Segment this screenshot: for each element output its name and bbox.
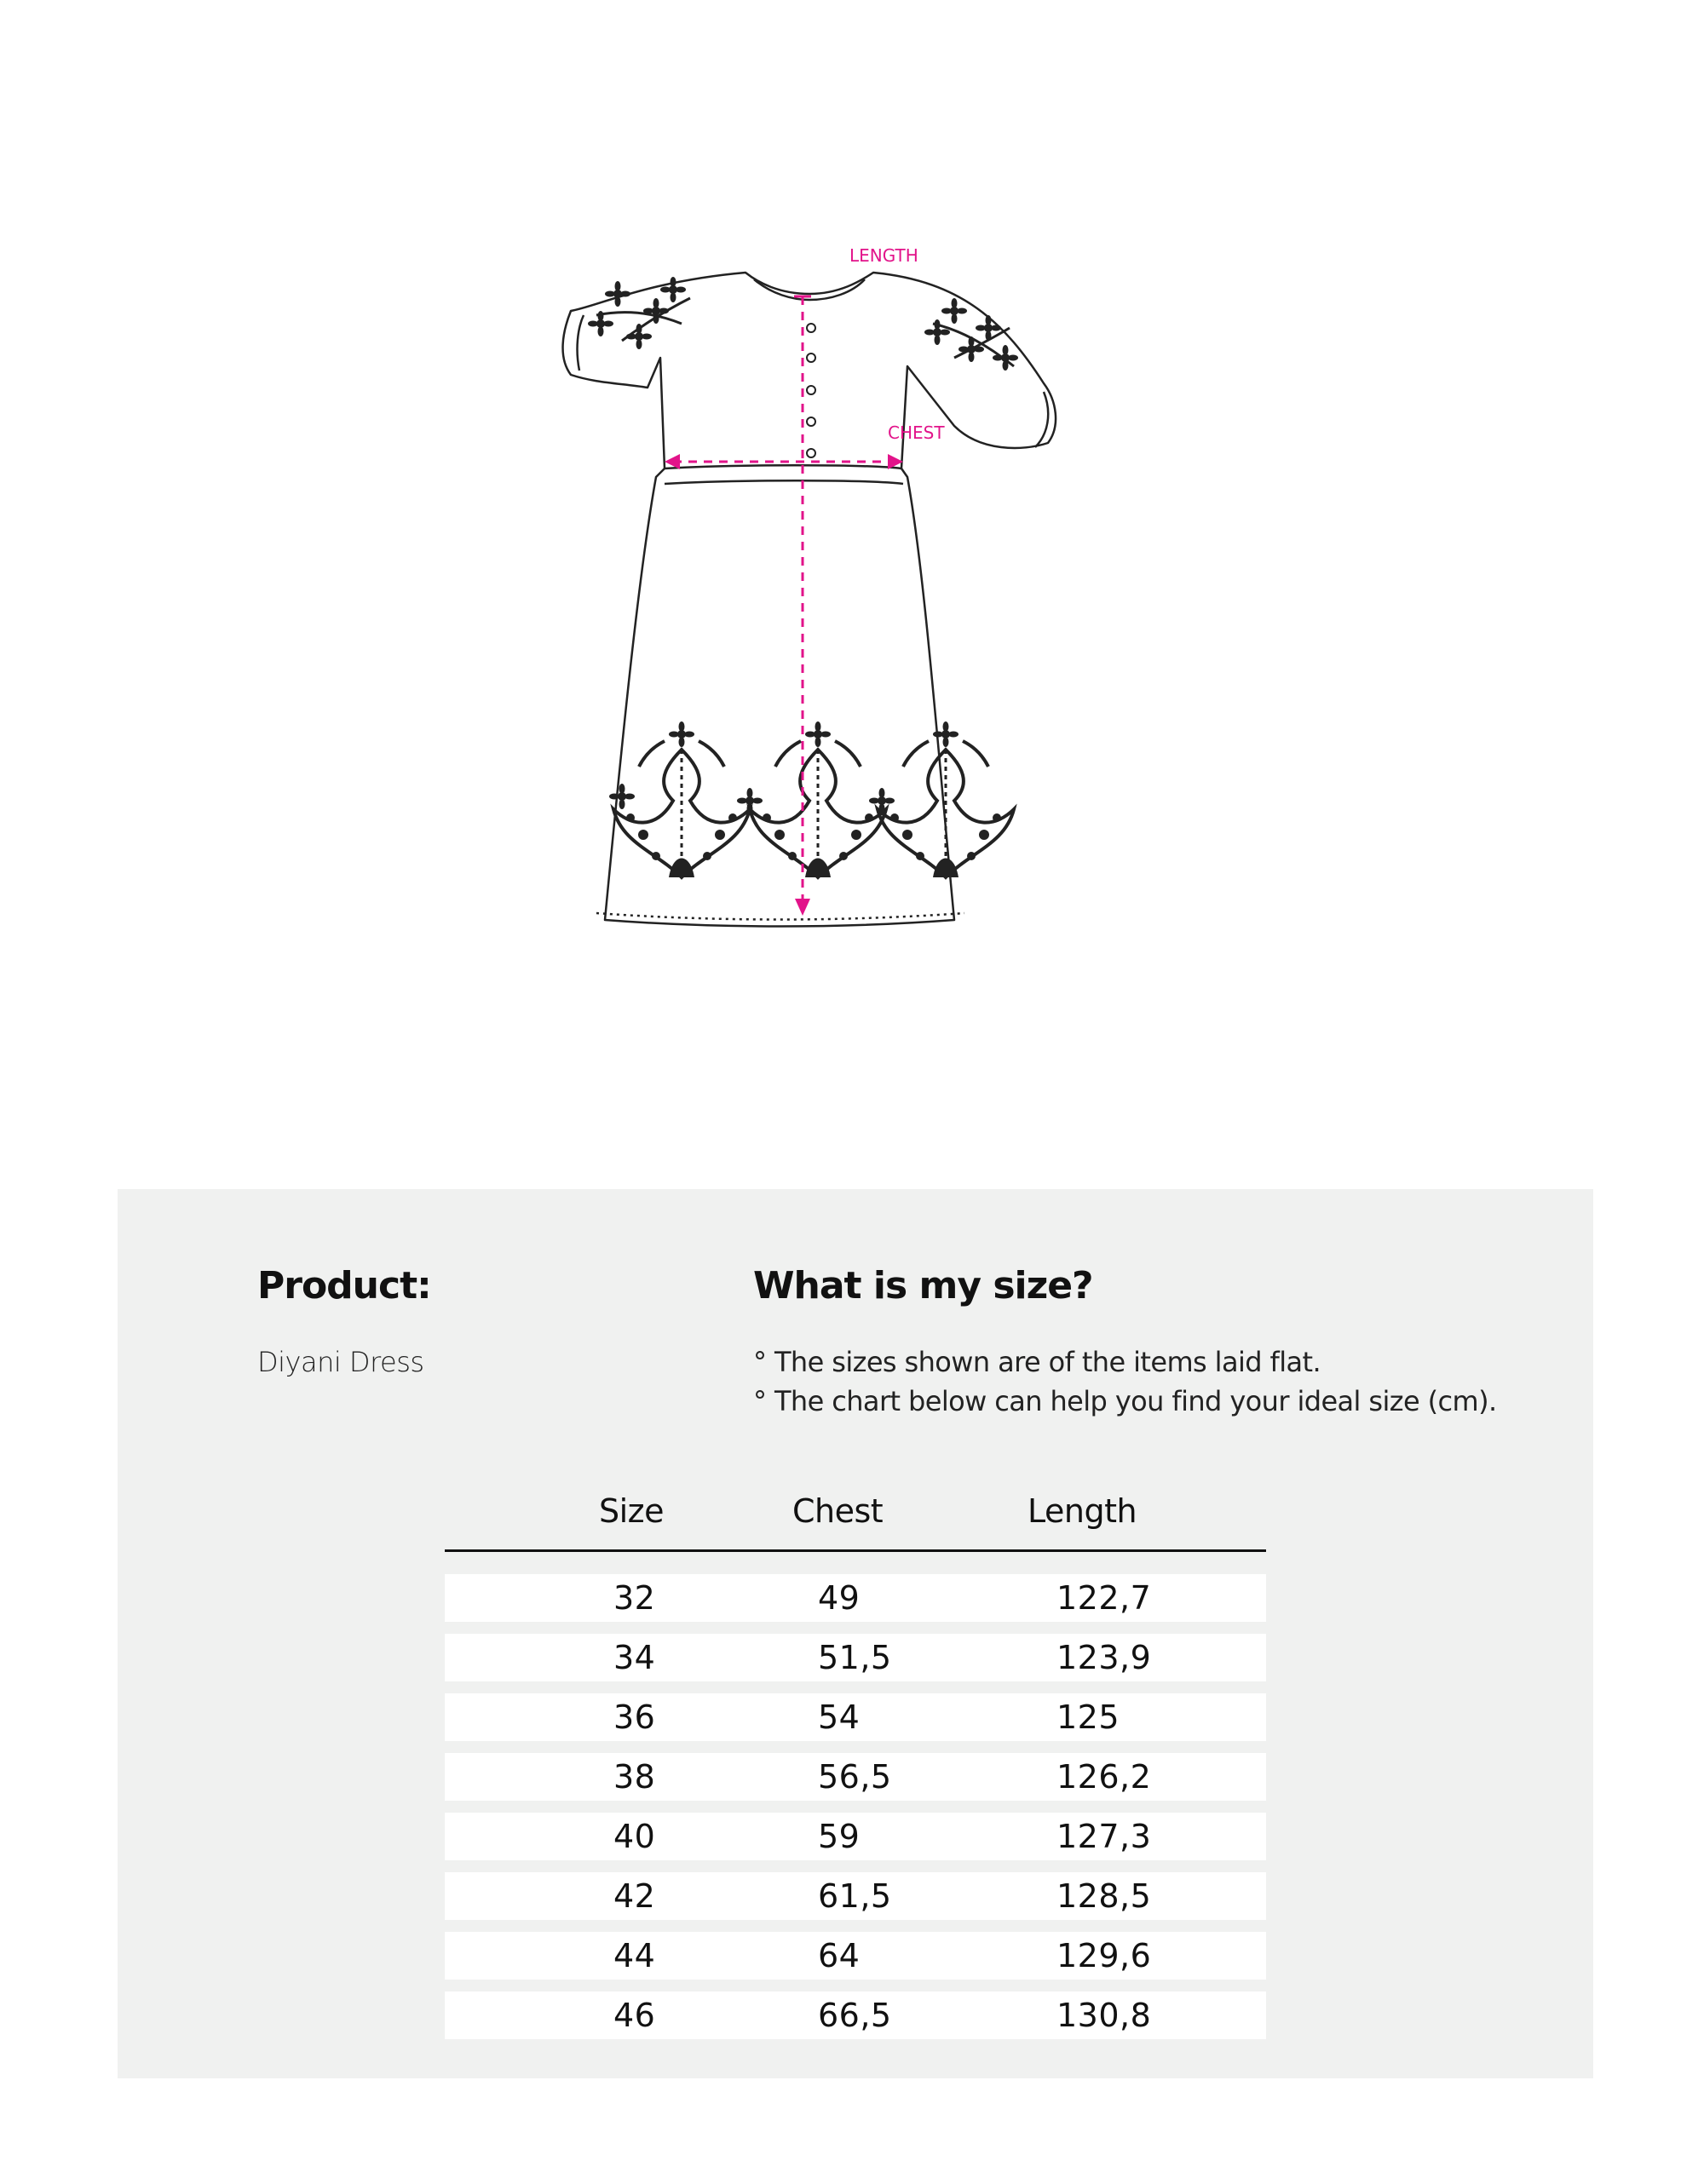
size-cell: 36 bbox=[613, 1698, 656, 1736]
size-note: ° The chart below can help you find your ideal size (cm). bbox=[753, 1385, 1497, 1417]
length-cell: 127,3 bbox=[1056, 1818, 1152, 1855]
table-row bbox=[445, 1753, 1266, 1801]
chest-cell: 56,5 bbox=[818, 1758, 892, 1796]
table-row bbox=[445, 1634, 1266, 1681]
table-row bbox=[445, 1574, 1266, 1622]
size-cell: 34 bbox=[613, 1639, 656, 1676]
dress-illustration bbox=[545, 230, 1142, 945]
table-row bbox=[445, 1693, 1266, 1741]
column-header-length: Length bbox=[1028, 1492, 1137, 1530]
size-cell: 40 bbox=[613, 1818, 656, 1855]
chest-cell: 59 bbox=[818, 1818, 861, 1855]
length-cell: 122,7 bbox=[1056, 1579, 1152, 1617]
length-cell: 123,9 bbox=[1056, 1639, 1152, 1676]
chest-cell: 66,5 bbox=[818, 1997, 892, 2034]
chest-cell: 61,5 bbox=[818, 1877, 892, 1915]
table-header-divider bbox=[445, 1549, 1266, 1552]
size-cell: 42 bbox=[613, 1877, 656, 1915]
size-help-heading: What is my size? bbox=[753, 1264, 1093, 1308]
table-row bbox=[445, 1813, 1266, 1860]
length-cell: 126,2 bbox=[1056, 1758, 1152, 1796]
table-row bbox=[445, 1991, 1266, 2039]
size-cell: 44 bbox=[613, 1937, 656, 1974]
chest-cell: 51,5 bbox=[818, 1639, 892, 1676]
product-name: Diyani Dress bbox=[257, 1346, 424, 1378]
size-cell: 32 bbox=[613, 1579, 656, 1617]
length-cell: 125 bbox=[1056, 1698, 1120, 1736]
length-cell: 128,5 bbox=[1056, 1877, 1152, 1915]
chest-label: CHEST bbox=[888, 422, 945, 443]
size-cell: 46 bbox=[613, 1997, 656, 2034]
size-cell: 38 bbox=[613, 1758, 656, 1796]
table-row bbox=[445, 1872, 1266, 1920]
table-row bbox=[445, 1932, 1266, 1980]
length-label: LENGTH bbox=[849, 245, 918, 266]
product-heading: Product: bbox=[257, 1264, 431, 1308]
column-header-size: Size bbox=[599, 1492, 665, 1530]
chest-cell: 54 bbox=[818, 1698, 861, 1736]
size-note: ° The sizes shown are of the items laid flat. bbox=[753, 1346, 1321, 1378]
chest-cell: 49 bbox=[818, 1579, 861, 1617]
dress-outline bbox=[563, 273, 1056, 927]
chest-cell: 64 bbox=[818, 1937, 861, 1974]
length-cell: 130,8 bbox=[1056, 1997, 1152, 2034]
length-cell: 129,6 bbox=[1056, 1937, 1152, 1974]
column-header-chest: Chest bbox=[792, 1492, 884, 1530]
